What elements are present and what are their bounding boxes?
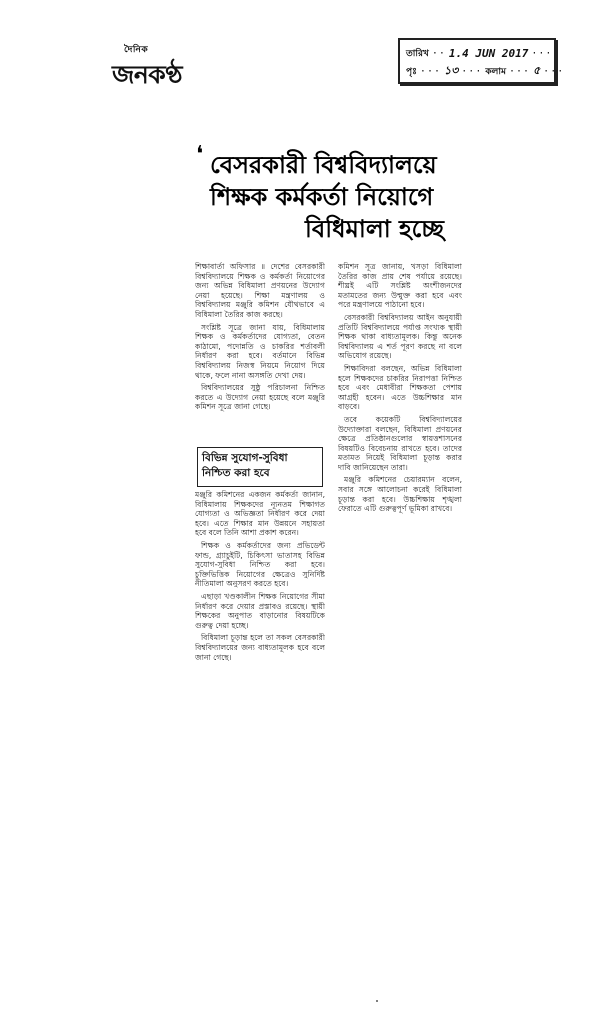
headline-line-2: শিক্ষক কর্মকর্তা নিয়োগে (210, 183, 434, 211)
article-paragraph: বিশ্ববিদ্যালয়ের সুষ্ঠু পরিচালনা নিশ্চিত করতে এ উদ্যোগ নেয়া হয়েছে বলে মঞ্জুরি কমিশন সূত্রে জানা গেছে। (195, 383, 325, 412)
article-subheading (197, 447, 323, 487)
article-column-2 (195, 490, 325, 808)
scan-speck (376, 1000, 378, 1002)
article-paragraph: বেসরকারী বিশ্ববিদ্যালয় আইন অনুযায়ী প্রতিটি বিশ্ববিদ্যালয়ে পর্যাপ্ত সংখ্যক স্থায়ী শিক্ষক থাকা বাধ্যতামূলক। কিন্তু অনেক বিশ্ববিদ্যালয় এ শর্ত পূরণ করছে না বলে অভিযোগ রয়েছে। (338, 312, 462, 361)
stamp-column-label: কলাম (485, 66, 506, 77)
article-paragraph: শিক্ষাবিদরা বলছেন, অভিন্ন বিধিমালা হলে শিক্ষকদের চাকরির নিরাপত্তা নিশ্চিত হবে এবং মেধাবীরা শিক্ষকতা পেশায় আগ্রহী হবেন। এতে উচ্চশিক্ষার মান বাড়বে। (338, 363, 462, 412)
stamp-page-label: পৃঃ (406, 66, 417, 77)
subheading-line-2: নিশ্চিত করা হবে (202, 467, 270, 479)
article-headline (196, 142, 460, 244)
article-paragraph: কমিশন সূত্র জানায়, খসড়া বিধিমালা তৈরির কাজ প্রায় শেষ পর্যায়ে রয়েছে। শীঘ্রই এটি সংশ্লিষ্ট অংশীজনদের মতামতের জন্য উন্মুক্ত করা হবে এবং পরে মন্ত্রণালয়ে পাঠানো হবে। (338, 262, 462, 310)
article-column-3 (338, 262, 462, 808)
article-paragraph: শিক্ষক ও কর্মকর্তাদের জন্য প্রভিডেন্ট ফান্ড, গ্র্যাচুইটি, চিকিৎসা ভাতাসহ বিভিন্ন সুযোগ-সুবিধা নিশ্চিত করা হবে। চুক্তিভিত্তিক নিয়োগের ক্ষেত্রেও সুনির্দিষ্ট নীতিমালা অনুসরণ করতে হবে। (195, 540, 325, 589)
article-paragraph: তবে কয়েকটি বিশ্ববিদ্যালয়ের উদ্যোক্তারা বলছেন, বিধিমালা প্রণয়নের ক্ষেত্রে প্রতিষ্ঠানগুলোর স্বায়ত্তশাসনের বিষয়টিও বিবেচনায় রাখতে হবে। তাদের মতামত নিয়েই বিধিমালা চূড়ান্ত করার দাবি জানিয়েছেন তারা। (338, 414, 462, 472)
newspaper-masthead (112, 42, 182, 98)
article-paragraph: বিধিমালা চূড়ান্ত হলে তা সকল বেসরকারী বিশ্ববিদ্যালয়ের জন্য বাধ্যতামূলক হবে বলে জানা গেছে। (195, 633, 325, 662)
masthead-small-label: দৈনিক (124, 45, 149, 55)
subheading-line-1: বিভিন্ন সুযোগ-সুবিধা (202, 452, 288, 464)
stamp-column-value: ৫ (533, 63, 541, 77)
headline-line-1: বেসরকারী বিশ্ববিদ্যালয়ে (210, 151, 437, 179)
date-stamp: তারিখ ·· 1.4 JUN 2017 ··· পৃঃ ··· ১৩ ··· কলাম ··· ৫ ··· (398, 38, 556, 84)
headline-quote-glyph: ❛ (196, 142, 204, 167)
article-paragraph: মঞ্জুরি কমিশনের চেয়ারম্যান বলেন, সবার সঙ্গে আলোচনা করেই বিধিমালা চূড়ান্ত করা হবে। উচ্চশিক্ষায় শৃঙ্খলা ফেরাতে এটি গুরুত্বপূর্ণ ভূমিকা রাখবে। (338, 475, 462, 514)
article-column-1 (195, 262, 325, 447)
stamp-date-label: তারিখ (406, 48, 429, 59)
stamp-date-value: 1.4 JUN 2017 (448, 46, 529, 60)
article-paragraph: শিক্ষাবার্তা অফিসার ॥ দেশের বেসরকারী বিশ্ববিদ্যালয়ে শিক্ষক ও কর্মকর্তা নিয়োগের জন্য অভিন্ন বিধিমালা প্রণয়নের উদ্যোগ নেয়া হয়েছে। শিক্ষা মন্ত্রণালয় ও বিশ্ববিদ্যালয় মঞ্জুরি কমিশন যৌথভাবে এ বিধিমালা তৈরির কাজ করছে। (195, 262, 325, 319)
stamp-page-value: ১৩ (443, 63, 459, 77)
article-paragraph: এছাড়া খণ্ডকালীন শিক্ষক নিয়োগের সীমা নির্ধারণ করে দেয়ার প্রস্তাবও রয়েছে। স্থায়ী শিক্ষকের অনুপাত বাড়ানোর বিষয়টিকে গুরুত্ব দেয়া হচ্ছে। (195, 591, 325, 630)
article-paragraph: মঞ্জুরি কমিশনের একজন কর্মকর্তা জানান, বিধিমালায় শিক্ষকদের ন্যূনতম শিক্ষাগত যোগ্যতা ও অভিজ্ঞতা নির্ধারণ করে দেয়া হবে। এতে শিক্ষার মান উন্নয়নে সহায়তা হবে বলে তিনি আশা প্রকাশ করেন। (195, 490, 325, 538)
headline-line-3: বিধিমালা হচ্ছে (305, 215, 444, 243)
masthead-title: জনকণ্ঠ (112, 60, 183, 89)
article-paragraph: সংশ্লিষ্ট সূত্রে জানা যায়, বিধিমালায় শিক্ষক ও কর্মকর্তাদের যোগ্যতা, বেতন কাঠামো, পদোন্নতি ও চাকরির শর্তাবলী নির্ধারণ করা হবে। বর্তমানে বিভিন্ন বিশ্ববিদ্যালয় নিজস্ব নিয়মে নিয়োগ দিয়ে থাকে, ফলে নানা অসঙ্গতি দেখা দেয়। (195, 322, 325, 380)
